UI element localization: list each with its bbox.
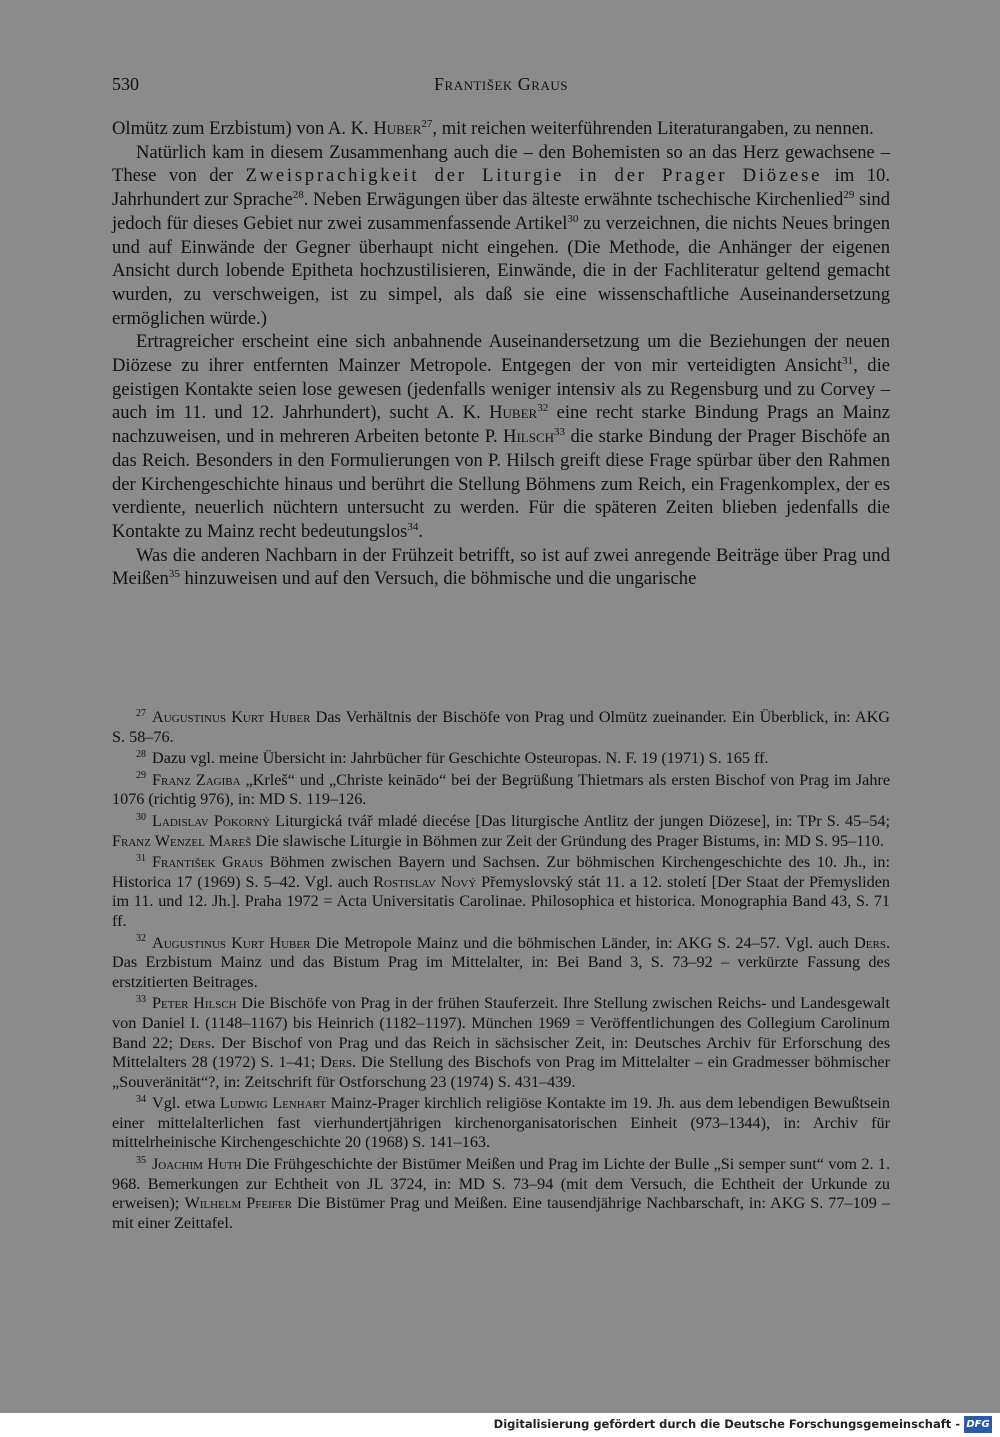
footnote-author: Augustinus Kurt Huber	[152, 708, 311, 726]
footnote-ref: 27	[421, 117, 433, 130]
author-name: Huber	[373, 118, 422, 139]
footnote-number: 33	[136, 993, 146, 1005]
footnote-text: Das Erzbistum Mainz und das Bistum Prag im Mittelalter, in: Bei Band 3, S. 73–92 – verkürzte Fassung des erstzitierten Beitrages.	[112, 953, 890, 991]
text-run: eine recht starke Bindung Prags an Mainz nachzuweisen, und in mehreren Arbeiten betonte P.	[112, 402, 890, 448]
text-run: sind jedoch für dieses Gebiet nur zwei zusammenfassende Artikel	[112, 189, 890, 234]
footnote-text: Das Verhältnis der Bischöfe von Prag und Olmütz zueinander. Ein Überblick, in: AKG S. 58–76.	[112, 708, 890, 746]
text-run: zu verzeichnen, die nichts Neues bringen und auf Einwände der Gegner überhaupt nicht eingehen. (Die Methode, die Anhänger der eigenen Ansicht durch lobende Epitheta hochzustilisieren, Einwände, die in der Fachliteratur geltend gemacht wurden, zu verschweigen, ist zu simpel, als daß sie eine wissenschaftliche Auseinandersetzung ermöglichen würde.)	[112, 212, 891, 329]
footnote-ref: 29	[843, 188, 855, 201]
footnote-text: Liturgická tvář mladé diecése [Das liturgische Antlitz der jungen Diözese], in: TPr S. 45–54;	[269, 811, 890, 830]
footnote-text: Mainz-Prager kirchlich religiöse Kontakte im 19. Jh. aus dem lebendigen Bewußtsein einer mittelalterlichen fast vierhundertjährigen kirchenorganisatorischen Einheit (973–1344), in: Archiv für mittelrheinische Kirchengeschichte 20 (1968) S. 141–163.	[112, 1094, 890, 1152]
text-run: im 10. Jahrhundert zur Sprache	[112, 165, 891, 211]
text-run: Olmütz zum Erzbistum) von A. K.	[112, 118, 374, 139]
footnotes	[112, 708, 890, 1235]
footnote-ref: 31	[842, 354, 854, 367]
footnote-text: Böhmen zwischen Bayern und Sachsen. Zur böhmischen Kirchengeschichte des 10. Jh., in: Historica 17 (1969) S. 5–42. Vgl. auch	[112, 853, 890, 891]
footnote-text: „Krleš“ und „Christe keinādo“ bei der Begrüßung Thietmars als ersten Bischof von Prag im Jahre 1076 (richtig 976), in: MD S. 119–126.	[112, 770, 891, 809]
paragraph	[112, 141, 890, 331]
text-run: , mit reichen weiterführenden Literaturangaben, zu nennen.	[432, 118, 874, 139]
footnote-number: 34	[136, 1093, 146, 1105]
running-head: František Graus	[434, 74, 568, 94]
footnote-ref: 32	[537, 402, 549, 415]
footnote-ref: 28	[292, 188, 304, 201]
main-text	[112, 117, 890, 591]
footnote-ref: 34	[407, 520, 419, 533]
footnote-author: Ladislav Pokorný	[152, 811, 270, 830]
footnote	[112, 1094, 890, 1153]
text-run: hinzuweisen und auf den Versuch, die böhmische und die ungarische	[179, 568, 697, 590]
footnote	[112, 771, 890, 810]
footnote-text: Die slawische Liturgie in Böhmen zur Zeit der Gründung des Prager Bistums, in: MD S. 95–110.	[251, 831, 884, 850]
footnote	[112, 1155, 890, 1233]
footnote-number: 27	[136, 707, 146, 719]
emphasis-spaced: Zweisprachigkeit der Liturgie in der Prager Diözese	[245, 165, 823, 187]
footnote-text: Der Bischof von Prag und das Reich in sächsischer Zeit, in: Deutsches Archiv für Erforschung des Mittelalters 28 (1972) S. 1–41;	[112, 1033, 890, 1072]
paragraph	[112, 544, 890, 591]
footnote	[112, 934, 890, 993]
footnote-author: František Graus	[152, 853, 264, 872]
text-run: Was die anderen Nachbarn in der Frühzeit betrifft, so ist auf zwei anregende Beiträge über Prag und Meißen	[112, 544, 890, 590]
footnote	[112, 749, 890, 769]
footnote-number: 35	[136, 1154, 146, 1166]
footnote-text: Die Metropole Mainz und die böhmischen Länder, in: AKG S. 24–57. Vgl. auch	[310, 933, 855, 952]
author-name: Huber	[489, 402, 538, 424]
footnote-text: Die Bistümer Prag und Meißen. Eine tausendjährige Nachbarschaft, in: AKG S. 77–109 – mit einer Zeittafel.	[112, 1194, 890, 1232]
text-run: . Neben Erwägungen über das älteste erwähnte tschechische Kirchenlied	[303, 189, 844, 211]
footnote-author: Rostislav Nový	[373, 872, 477, 891]
footnote-text: Die Bischöfe von Prag in der frühen Stauferzeit. Ihre Stellung zwischen Reichs- und Landesgewalt von Daniel I. (1148–1167) bis Heinrich (1182–1197). München 1969 = Veröffentlichungen des Collegium Carolinum Band 22;	[112, 994, 891, 1052]
footnote-author: Ders.	[179, 1033, 216, 1052]
footnote-author: Wilhelm Pfeifer	[184, 1194, 292, 1213]
footnote-author: Augustinus Kurt Huber	[152, 933, 311, 952]
footnote-author: Peter Hilsch	[152, 994, 237, 1013]
footnote-number: 31	[136, 852, 146, 864]
footnote-text: Die Frühgeschichte der Bistümer Meißen und Prag im Lichte der Bulle „Si semper sunt“ vom 2. 1. 968. Bemerkungen zur Echtheit von JL 3724, in: MD S. 73–94 (mit dem Versuch, die Echtheit der Urkunde zu erweisen);	[112, 1155, 890, 1213]
text-run: .	[418, 520, 424, 542]
footnote	[112, 708, 890, 747]
footnote-text: Vgl. etwa	[152, 1094, 220, 1113]
dfg-logo-icon: DFG	[964, 1416, 992, 1433]
footnote-number: 29	[136, 770, 146, 782]
footnote-number: 32	[136, 933, 146, 945]
digitization-footer	[0, 1413, 1000, 1437]
footnote-author: Franz Wenzel Mareš	[112, 831, 252, 850]
page-header	[112, 74, 890, 98]
footnote-text: Přemyslovský stát 11. a 12. století [Der Staat der Přemysliden im 11. und 12. Jh.]. Praha 1972 = Acta Universitatis Carolinae. Philosophica et historica. Monographia Band 43, S. 71 ff.	[112, 872, 890, 930]
footnote-ref: 35	[168, 568, 180, 581]
footnote-ref: 30	[567, 212, 579, 225]
text-run: Ertragreicher erscheint eine sich anbahnende Auseinandersetzung um die Beziehungen der neuen Diözese zu ihrer entfernten Mainzer Metropole. Entgegen der von mir verteidigten Ansicht	[112, 331, 890, 377]
page-number: 530	[112, 74, 139, 94]
text-run: , die geistigen Kontakte seien lose gewesen (jedenfalls weniger intensiv als zu Regensburg und zu Corvey – auch im 11. und 12. Jahrhundert), sucht A. K.	[112, 355, 890, 424]
footnote	[112, 853, 890, 931]
text-run: die starke Bindung der Prager Bischöfe an das Reich. Besonders in den Formulierungen von P. Hilsch greift diese Frage spürbar über den Rahmen der Kirchengeschichte hinaus und berührt die Stellung Böhmens zum Reich, ein Fragenkomplex, der es verdiente, neuerlich nüchtern untersucht zu werden. Für die späteren Zeiten blieben jedenfalls die Kontakte zu Mainz recht bedeutungslos	[112, 426, 890, 542]
paragraph	[112, 330, 890, 543]
paragraph	[112, 117, 890, 141]
author-name: Hilsch	[503, 426, 555, 448]
footnote-number: 28	[136, 748, 146, 760]
footnote-text: Dazu vgl. meine Übersicht in: Jahrbücher für Geschichte Osteuropas. N. F. 19 (1971) S. 165 ff.	[152, 749, 769, 768]
footnote	[112, 812, 890, 851]
footnote-author: Ludwig Lenhart	[219, 1094, 327, 1113]
footer-credit: Digitalisierung gefördert durch die Deutsche Forschungsgemeinschaft -	[493, 1417, 960, 1431]
footnote-author: Joachim Huth	[152, 1155, 242, 1174]
footnote-author: Ders.	[854, 933, 890, 952]
footnote-author: Ders.	[320, 1053, 357, 1072]
footnote	[112, 994, 890, 1092]
text-run: Natürlich kam in diesem Zusammenhang auch die – den Bohemisten so an das Herz gewachsene – These von der	[112, 141, 890, 187]
footnote-number: 30	[136, 811, 146, 823]
footnote-text: Die Stellung des Bischofs von Prag im Mittelalter – ein Gradmesser böhmischer „Souveränität“?, in: Zeitschrift für Ostforschung 23 (1974) S. 431–439.	[112, 1053, 890, 1091]
footnote-author: Franz Zagiba	[152, 770, 241, 789]
footnote-ref: 33	[554, 425, 566, 438]
